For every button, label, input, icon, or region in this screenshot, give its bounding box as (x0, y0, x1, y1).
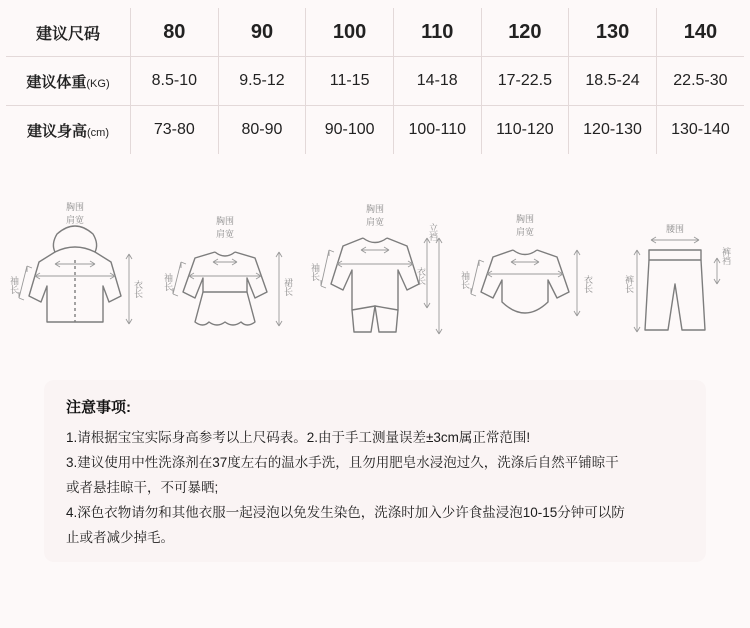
label-chest: 胸围 (65, 202, 85, 212)
table-row (6, 57, 744, 106)
label-outseam: 裤长 (624, 275, 634, 293)
label-shoulder: 肩宽 (515, 227, 535, 237)
care-notes-box (44, 380, 706, 562)
weight-cell: 18.5-24 (569, 57, 657, 106)
label-chest: 胸围 (215, 216, 235, 226)
weight-cell: 17-22.5 (481, 57, 569, 106)
pants-icon (605, 192, 745, 342)
label-length: 衣长 (583, 275, 593, 293)
size-cell: 100 (306, 8, 394, 57)
label-sleeve: 袖长 (163, 273, 173, 291)
row-label-height-unit: (cm) (87, 126, 109, 139)
weight-cell: 8.5-10 (131, 57, 219, 106)
label-waist: 腰围 (665, 224, 685, 234)
row-label-height (6, 106, 131, 155)
notes-line: 1.请根据宝宝实际身高参考以上尺码表。2.由于手工测量误差±3cm属正常范围! (66, 430, 531, 445)
weight-cell: 11-15 (306, 57, 394, 106)
weight-cell: 14-18 (393, 57, 481, 106)
garment-romper (305, 192, 445, 342)
size-chart-table (6, 8, 744, 154)
notes-line: 4.深色衣物请勿和其他衣服一起浸泡以免发生染色，洗涤时加入少许食盐浸泡10-15分钟可以防 (66, 505, 625, 520)
label-sleeve: 袖长 (460, 271, 470, 289)
hooded-jacket-icon (5, 192, 145, 342)
garment-pants (605, 192, 745, 342)
notes-line: 3.建议使用中性洗涤剂在37度左右的温水手洗，且勿用肥皂水浸泡过久，洗涤后自然平铺晾干 (66, 455, 619, 470)
label-shoulder: 肩宽 (215, 229, 235, 239)
label-length: 裙长 (283, 278, 293, 296)
height-cell: 73-80 (131, 106, 219, 155)
size-cell: 110 (393, 8, 481, 57)
size-cell: 140 (656, 8, 744, 57)
weight-cell: 22.5-30 (656, 57, 744, 106)
label-sleeve: 袖长 (9, 276, 19, 294)
size-cell: 90 (218, 8, 306, 57)
height-cell: 110-120 (481, 106, 569, 155)
height-cell: 100-110 (393, 106, 481, 155)
label-chest: 胸围 (515, 214, 535, 224)
label-sleeve: 袖长 (310, 263, 320, 281)
notes-line: 或者悬挂晾干，不可暴晒; (66, 480, 219, 495)
dress-icon (155, 192, 295, 342)
label-length: 衣长 (133, 280, 143, 298)
weight-cell: 9.5-12 (218, 57, 306, 106)
romper-icon (305, 192, 445, 342)
row-label-height-text: 建议身高 (26, 122, 87, 140)
label-rise: 裤裆 (721, 247, 731, 265)
height-cell: 90-100 (306, 106, 394, 155)
table-row (6, 8, 744, 57)
row-label-size: 建议尺码 (6, 8, 131, 57)
label-length: 衣长 (416, 267, 426, 285)
label-chest: 胸围 (365, 204, 385, 214)
garment-dress (155, 192, 295, 342)
size-cell: 130 (569, 8, 657, 57)
size-cell: 120 (481, 8, 569, 57)
row-label-weight-text: 建议体重 (26, 73, 87, 91)
row-label-weight (6, 57, 131, 106)
row-label-weight-unit: (KG) (86, 77, 110, 90)
height-cell: 130-140 (656, 106, 744, 155)
height-cell: 120-130 (569, 106, 657, 155)
notes-line: 止或者减少掉毛。 (66, 530, 174, 545)
height-cell: 80-90 (218, 106, 306, 155)
label-shoulder: 肩宽 (365, 217, 385, 227)
size-cell: 80 (131, 8, 219, 57)
notes-title: 注意事项: (66, 399, 131, 416)
table-row (6, 106, 744, 155)
bodysuit-icon (455, 192, 595, 342)
garment-bodysuit (455, 192, 595, 342)
garment-hooded-jacket (5, 192, 145, 342)
garment-diagrams (0, 192, 750, 352)
label-shoulder: 肩宽 (65, 215, 85, 225)
label-rise: 立裆 (428, 223, 438, 241)
